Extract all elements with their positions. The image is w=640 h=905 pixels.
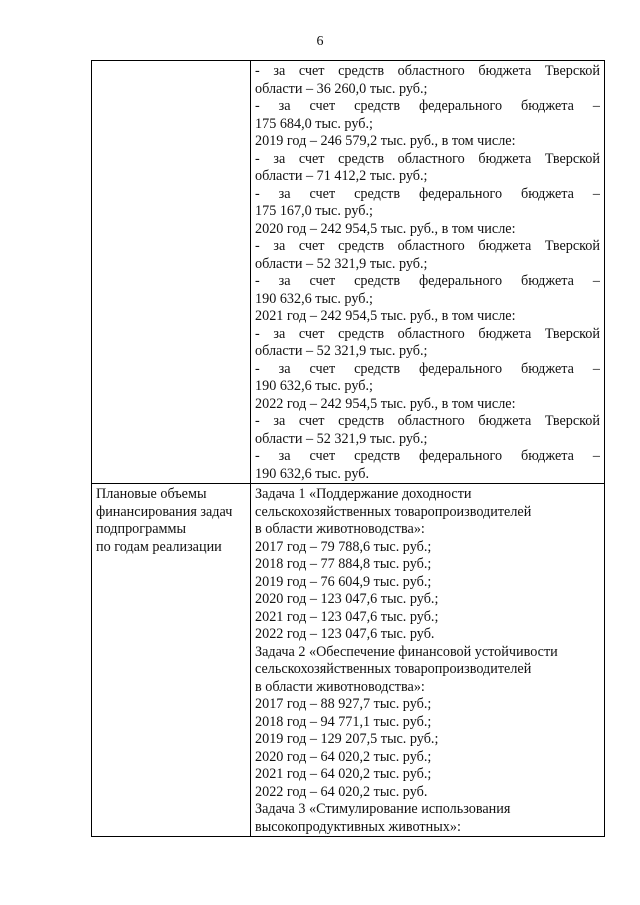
content-line: 2020 год – 242 954,5 тыс. руб., в том числе:: [255, 220, 516, 237]
content-line: области – 71 412,2 тыс. руб.;: [255, 168, 428, 184]
content-line: 2022 год – 242 954,5 тыс. руб., в том числе:: [255, 395, 516, 412]
content-line: - за счет средств федерального бюджета –: [255, 273, 600, 289]
content-line: - за счет средств областного бюджета Тверской: [255, 238, 600, 254]
passport-table: [91, 60, 605, 837]
table-row: [92, 484, 605, 837]
content-line: 2017 год – 88 927,7 тыс. руб.;: [255, 696, 432, 712]
content-line: 175 684,0 тыс. руб.;: [255, 115, 373, 132]
content-line: области – 52 321,9 тыс. руб.;: [255, 430, 428, 447]
content-line: 2020 год – 123 047,6 тыс. руб.;: [255, 591, 439, 607]
row-label-cell: [92, 484, 251, 837]
content-line: 175 167,0 тыс. руб.;: [255, 203, 373, 219]
content-line: 190 632,6 тыс. руб.;: [255, 290, 373, 307]
content-line: в области животноводства»:: [255, 678, 425, 695]
row-label-line: финансирования задач: [96, 503, 233, 520]
content-line: 2019 год – 129 207,5 тыс. руб.;: [255, 731, 439, 747]
content-line: 2018 год – 77 884,8 тыс. руб.;: [255, 556, 432, 572]
content-line: 2021 год – 64 020,2 тыс. руб.;: [255, 766, 432, 782]
content-line: 2017 год – 79 788,6 тыс. руб.;: [255, 538, 432, 555]
content-line: Задача 1 «Поддержание доходности: [255, 486, 472, 502]
content-line: 2021 год – 123 047,6 тыс. руб.;: [255, 608, 439, 625]
content-line: 2020 год – 64 020,2 тыс. руб.;: [255, 748, 432, 765]
content-line: области – 36 260,0 тыс. руб.;: [255, 80, 428, 97]
content-line: сельскохозяйственных товаропроизводителей: [255, 503, 532, 520]
content-line: области – 52 321,9 тыс. руб.;: [255, 255, 428, 272]
content-line: 2022 год – 123 047,6 тыс. руб.: [255, 626, 435, 642]
content-line: 2019 год – 246 579,2 тыс. руб., в том числе:: [255, 133, 516, 149]
content-line: 2021 год – 242 954,5 тыс. руб., в том числе:: [255, 308, 516, 324]
row-label-line: по годам реализации: [96, 538, 222, 555]
content-line: высокопродуктивных животных»:: [255, 818, 461, 835]
content-line: - за счет средств федерального бюджета –: [255, 98, 600, 114]
content-line: - за счет средств областного бюджета Тверской: [255, 325, 600, 342]
content-line: в области животноводства»:: [255, 521, 425, 537]
content-line: - за счет средств федерального бюджета –: [255, 448, 600, 464]
row-label-cell: [92, 61, 251, 484]
row-content-cell: [251, 61, 605, 484]
content-line: 2018 год – 94 771,1 тыс. руб.;: [255, 713, 432, 730]
content-line: - за счет средств федерального бюджета –: [255, 360, 600, 377]
content-line: области – 52 321,9 тыс. руб.;: [255, 343, 428, 359]
row-label-line: подпрограммы: [96, 521, 186, 537]
content-line: 2019 год – 76 604,9 тыс. руб.;: [255, 573, 432, 590]
content-line: - за счет средств областного бюджета Тверской: [255, 413, 600, 429]
content-line: 190 632,6 тыс. руб.: [255, 465, 369, 482]
table-body: [92, 61, 605, 837]
content-line: - за счет средств областного бюджета Тверской: [255, 150, 600, 167]
content-line: 190 632,6 тыс. руб.;: [255, 378, 373, 394]
content-line: Задача 3 «Стимулирование использования: [255, 801, 511, 817]
content-line: Задача 2 «Обеспечение финансовой устойчивости: [255, 643, 558, 660]
content-line: сельскохозяйственных товаропроизводителей: [255, 661, 532, 677]
content-line: 2022 год – 64 020,2 тыс. руб.: [255, 783, 428, 800]
page-number: 6: [316, 34, 324, 49]
content-line: - за счет средств областного бюджета Тверской: [255, 63, 600, 79]
row-label-line: Плановые объемы: [96, 486, 207, 502]
row-content-cell: [251, 484, 605, 837]
content-line: - за счет средств федерального бюджета –: [255, 185, 600, 202]
table-row: [92, 61, 605, 484]
